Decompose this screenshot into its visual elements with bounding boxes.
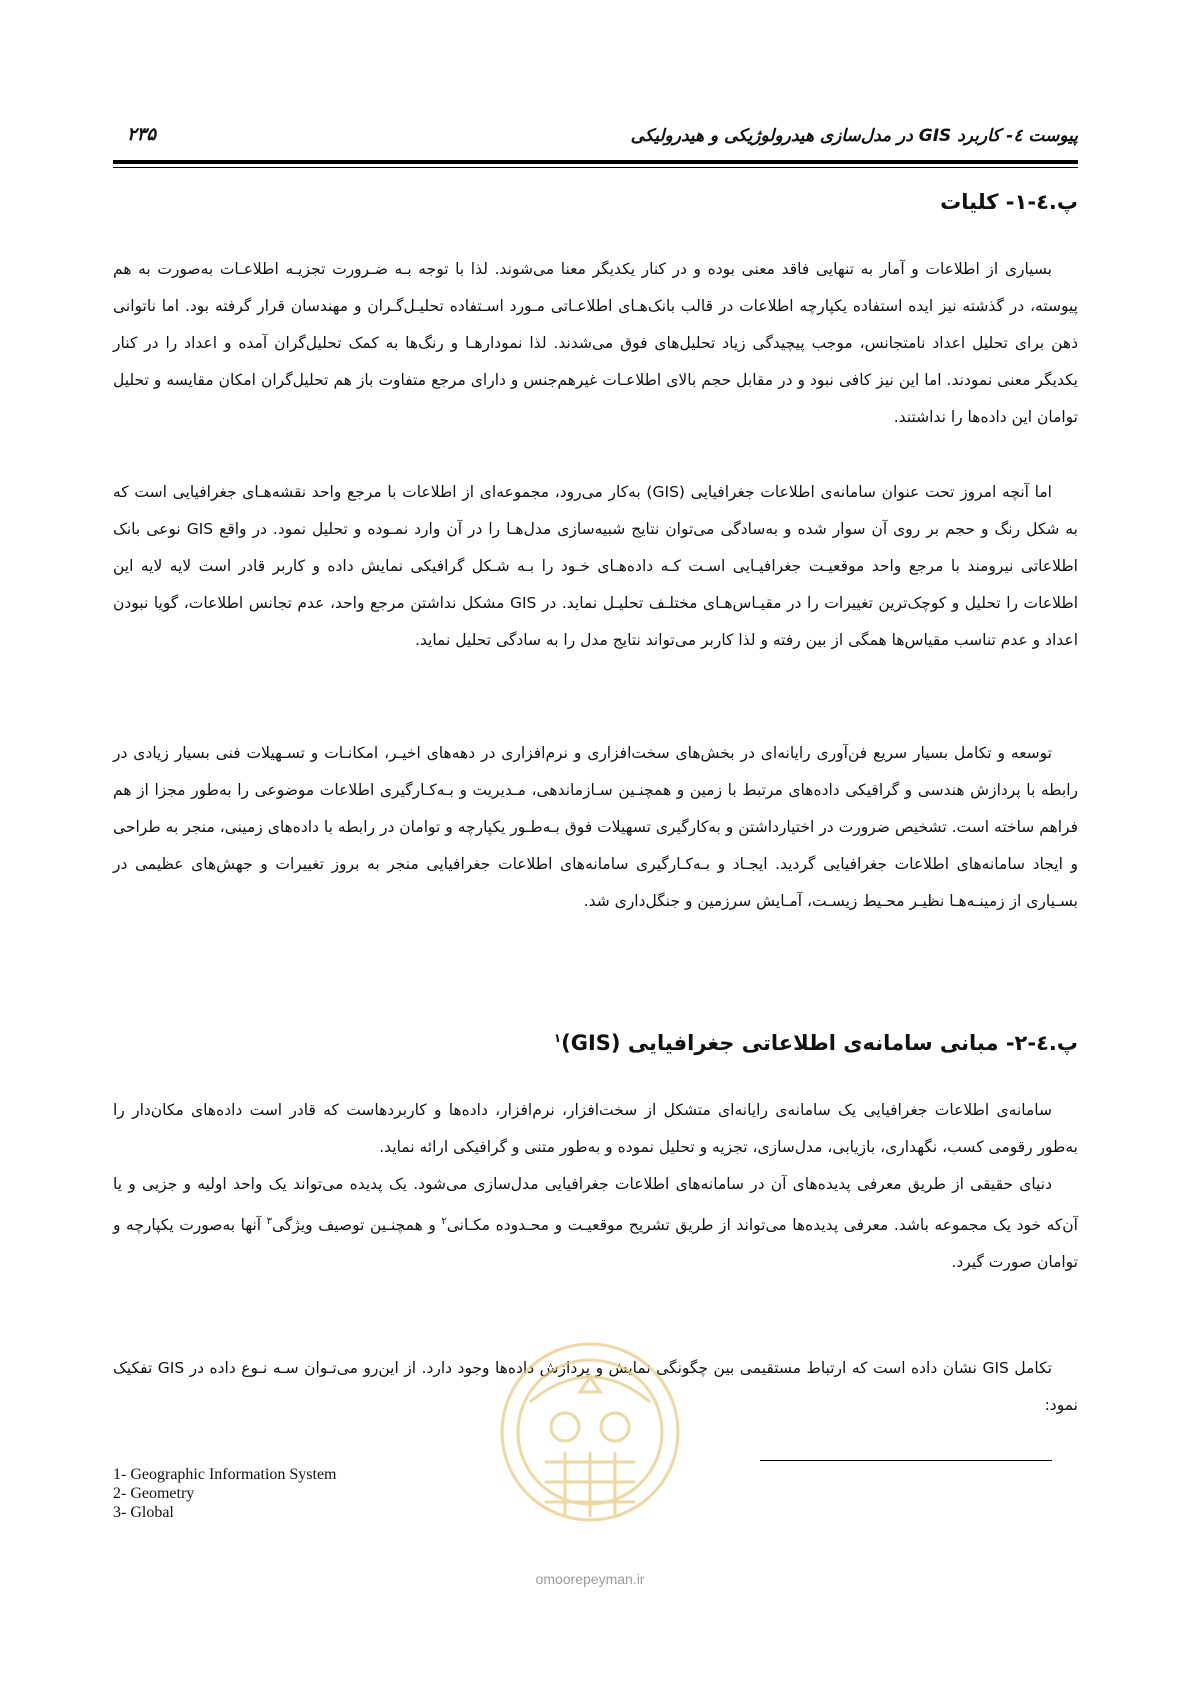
footnote-ref-3: ۳	[266, 1216, 273, 1227]
paragraph-2: اما آنچه امروز تحت عنوان سامانه‌ی اطلاعات جغرافیایی (GIS) به‌کار می‌رود، مجموعه‌ای از اطلاعات با مرجع واحد نقشه‌هـای جغرافیایی است که به شکل رنگ و حجم بر روی آن سوار شده و به‌سادگی می‌توان نتایج شبیه‌سازی مدل‌هـا را در آن وارد نمـوده و تحلیل نمود. در واقع GIS نوعی بانک اطلاعاتی نیرومند با مرجع واحد موقعیـت جغرافیـایی اسـت کـه داده‌هـای خـود را بـه شـکل گرافیکی نمایش داده و کاربر قادر است لایه لایه این اطلاعات را تحلیل و کوچک‌ترین تغییرات را در مقیـاس‌هـای مختلـف تحلیـل نماید. در GIS مشکل نداشتن مرجع واحد، عدم تجانس اطلاعات، گویا نبودن اعداد و عدم تناسب مقیاس‌ها همگی از بین رفته و لذا کاربر می‌تواند نتایج مدل را به سادگی تحلیل نماید.	[113, 483, 1078, 649]
header-rule	[113, 160, 1078, 164]
footnotes	[113, 1465, 337, 1522]
footnote-rule	[760, 1460, 1052, 1461]
paragraph-5-part-b: و همچنـین توصیف ویژگی	[272, 1216, 442, 1235]
paragraph-5	[113, 1166, 1078, 1281]
footnote-3: 3- Global	[113, 1504, 174, 1521]
paragraph-1: بسیاری از اطلاعات و آمار به تنهایی فاقد معنی بوده و در کنار یکدیگر معنا می‌شوند. لذا با توجه بـه ضـرورت تجزیـه اطلاعـات به‌صورت به هم پیوسته، در گذشته نیز ایده استفاده یکپارچه اطلاعات در قالب بانک‌هـای اطلاعـاتی مـورد اسـتفاده تحلیـل‌گـران و مهندسان قرار گرفته بود. اما ناتوانی ذهن برای تحلیل اعداد نامتجانس، موجب پیچیدگی زیاد تحلیل‌های فوق می‌شدند. لذا نمودارهـا و رنگ‌ها به کمک تحلیل‌گران آمده و اعداد را در کنار یکدیگر معنی نمودند. اما این نیز کافی نبود و در مقابل حجم بالای اطلاعـات غیرهم‌جنس و دارای مرجع متفاوت باز هم تحلیل‌گران امکان مقایسه و تحلیل توامان این داده‌ها را نداشتند.	[113, 260, 1078, 426]
section-heading-2-text: پ.٤-۲- مبانی سامانه‌ی اطلاعاتی جغرافیایی (GIS)	[561, 1031, 1078, 1055]
footnote-1: 1- Geographic Information System	[113, 1466, 337, 1483]
watermark-seal-icon	[490, 1322, 690, 1582]
paragraph-5-part-a: دنیای حقیقی از طریق معرفی پدیده‌های آن در سامانه‌های اطلاعات جغرافیایی مدل‌سازی می‌شود. یک پدیده می‌تواند یک واحد اولیه و جزیی و یا آن‌که خود یک مجموعه باشد. معرفی پدیده‌ها می‌تواند از طریق تشریح موقعیـت و محـدوده مکـانی	[113, 1175, 1078, 1235]
running-title: پیوست ٤- کاربرد GIS در مدل‌سازی هیدرولوژیکی و هیدرولیکی	[630, 126, 1078, 146]
paragraph-4: سامانه‌ی اطلاعات جغرافیایی یک سامانه‌ی رایانه‌ای متشکل از سخت‌افزار، نرم‌افزار، داده‌ها و کاربردهاست که قادر است داده‌های مکان‌دار را به‌طور رقومی کسب، نگهداری، بازیابی، مدل‌سازی، تجزیه و تحلیل نموده و به‌طور متنی و گرافیکی ارائه نماید.	[113, 1101, 1078, 1156]
footnote-ref-1: ۱	[553, 1031, 562, 1045]
page-number: ۲۳۵	[127, 124, 157, 145]
paragraph-3: توسعه و تکامل بسیار سریع فن‌آوری رایانه‌ای در بخش‌های سخت‌افزاری و نرم‌افزاری در دهه‌های اخیـر، امکانـات و تسـهیلات فنی بسیار زیادی در رابطه با پردازش هندسی و گرافیکی داده‌های مرتبط با زمین و همچنـین سـازماندهی، مـدیریت و بـه‌کـارگیری اطلاعات موضوعی را به‌طور مجزا از هم فراهم ساخته است. تشخیص ضرورت در اختیارداشتن و به‌کارگیری تسهیلات فوق بـه‌طـور یکپارچه و توامان در رابطه با داده‌های زمینی، منجر به طراحی و ایجاد سامانه‌های اطلاعات جغرافیایی گردید. ایجـاد و بـه‌کـارگیری سامانه‌های اطلاعات جغرافیایی منجر به بروز تغییرات و جهش‌های عظیمی در بسـیاری از زمینـه‌هـا نظیـر محـیط زیسـت، آمـایش سرزمین و جنگل‌داری شد.	[113, 744, 1078, 910]
section-heading-2	[554, 1031, 1078, 1055]
section-heading-1: پ.٤-۱- کلیات	[940, 190, 1078, 214]
footnote-2: 2- Geometry	[113, 1485, 195, 1502]
watermark-url: omoorepeyman.ir	[535, 1571, 645, 1587]
page-header	[113, 126, 1078, 156]
footnote-ref-2: ۲	[441, 1216, 447, 1227]
paragraph-6: تکامل GIS نشان داده است که ارتباط مستقیمی بین چگونگی نمایش و پردازش داده‌ها وجود دارد. از این‌رو می‌تـوان سـه نـوع داده در GIS تفکیک نمود:	[113, 1359, 1078, 1414]
paragraph-5-part-c: آنها به‌صورت یکپارچه و توامان صورت گیرد.	[113, 1216, 1078, 1272]
header-rule-thin	[113, 167, 1078, 168]
